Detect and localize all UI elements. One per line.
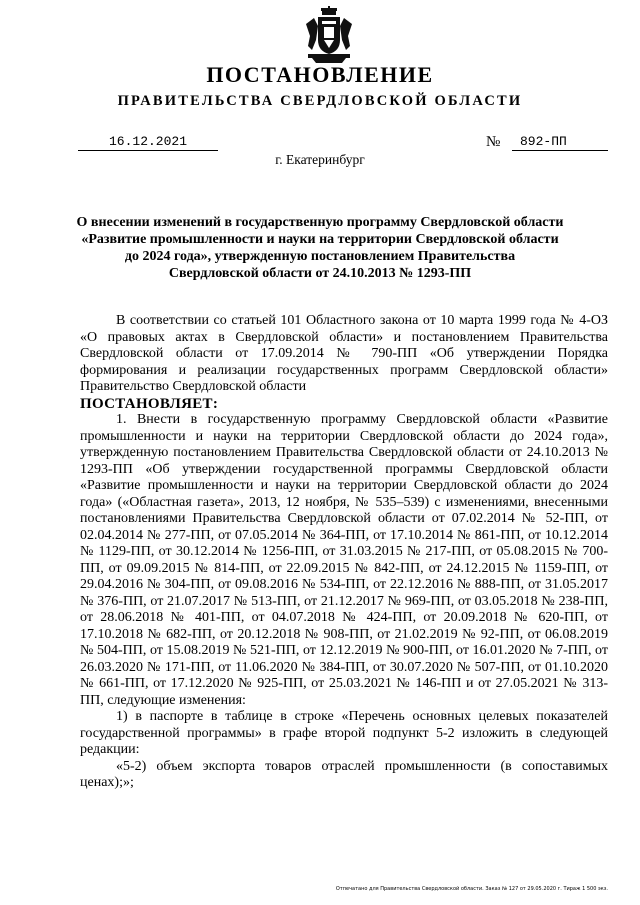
document-date: 16.12.2021 [108,134,187,149]
preamble-paragraph: В соответствии со статьей 101 Областного закона от 10 марта 1999 года № 4-ОЗ «О правовых актах в Свердловской области» и постановлением Правительства Свердловской области от 17.09.2014 № 790-ПП «Об утверждении Порядка формирования и реализации государственных программ Свердловской области» Правительство Свердловской области [80,313,608,394]
document-type-heading: ПОСТАНОВЛЕНИЕ [206,62,434,87]
number-underline [512,150,608,151]
coat-of-arms-emblem [302,6,356,64]
city-of-issue: г. Екатеринбург [275,152,365,167]
document-number: 892-ПП [520,134,567,149]
issuing-authority: ПРАВИТЕЛЬСТВА СВЕРДЛОВСКОЙ ОБЛАСТИ [117,93,523,109]
resolves-heading: ПОСТАНОВЛЯЕТ: [80,395,219,412]
date-underline [78,150,218,151]
document-title-line: до 2024 года», утвержденную постановлением Правительства [124,249,516,264]
item-1-paragraph: 1. Внести в государственную программу Свердловской области «Развитие промышленности и науки на территории Свердловской области до 2024 года», утвержденную постановлением Правительства Свердловской области от 24.10.2013 № 1293-ПП «Об утверждении государственной программы Свердловской области «Развитие промышленности и науки на территории Свердловской области до 2024 года» («Областная газета», 2013, 12 ноября, № 535–539) с изменениями, внесенными постановлениями Правительства Свердловской области от 07.02.2014 № 52-ПП, от 02.04.2014 № 277-ПП, от 07.05.2014 № 364-ПП, от 17.10.2014 № 861-ПП, от 10.12.2014 № 1129-ПП, от 30.12.2014 № 1256-ПП, от 31.03.2015 № 217-ПП, от 05.08.2015 № 700-ПП, от 09.09.2015 № 814-ПП, от 22.09.2015 № 842-ПП, от 24.12.2015 № 1159-ПП, от 29.04.2016 № 304-ПП, от 09.08.2016 № 534-ПП, от 22.12.2016 № 888-ПП, от 31.05.2017 № 376-ПП, от 21.07.2017 № 513-ПП, от 21.12.2017 № 969-ПП, от 03.05.2018 № 238-ПП, от 28.06.2018 № 401-ПП, от 04.07.2018 № 424-ПП, от 20.09.2018 № 620-ПП, от 17.10.2018 № 682-ПП, от 20.12.2018 № 908-ПП, от 21.02.2019 № 92-ПП, от 06.08.2019 № 504-ПП, от 15.08.2019 № 521-ПП, от 12.12.2019 № 900-ПП, от 16.01.2020 № 7-ПП, от 26.03.2020 № 171-ПП, от 11.06.2020 № 384-ПП, от 30.07.2020 № 507-ПП, от 01.10.2020 № 661-ПП, от 17.12.2020 № 925-ПП, от 25.03.2021 № 146-ПП и от 27.05.2021 № 313-ПП, следующие изменения: [80,412,608,708]
document-title-line: «Развитие промышленности и науки на территории Свердловской области [81,232,559,247]
quoted-amendment: «5-2) объем экспорта товаров отраслей промышленности (в сопоставимых ценах);»; [80,758,608,790]
number-sign: № [486,134,501,150]
document-title-line: О внесении изменений в государственную программу Свердловской области [76,215,564,230]
item-1-1-paragraph: 1) в паспорте в таблице в строке «Перечень основных целевых показателей государственной программы» в графе второй подпункт 5-2 изложить в следующей редакции: [80,709,608,757]
document-title-line: Свердловской области от 24.10.2013 № 1293-ПП [168,266,472,281]
document-body [80,313,608,792]
print-footer-note: Отпечатано для Правительства Свердловской области. Заказ № 127 от 29.05.2020 г. Тираж 1 500 экз. [335,886,608,892]
document-title [70,214,570,282]
